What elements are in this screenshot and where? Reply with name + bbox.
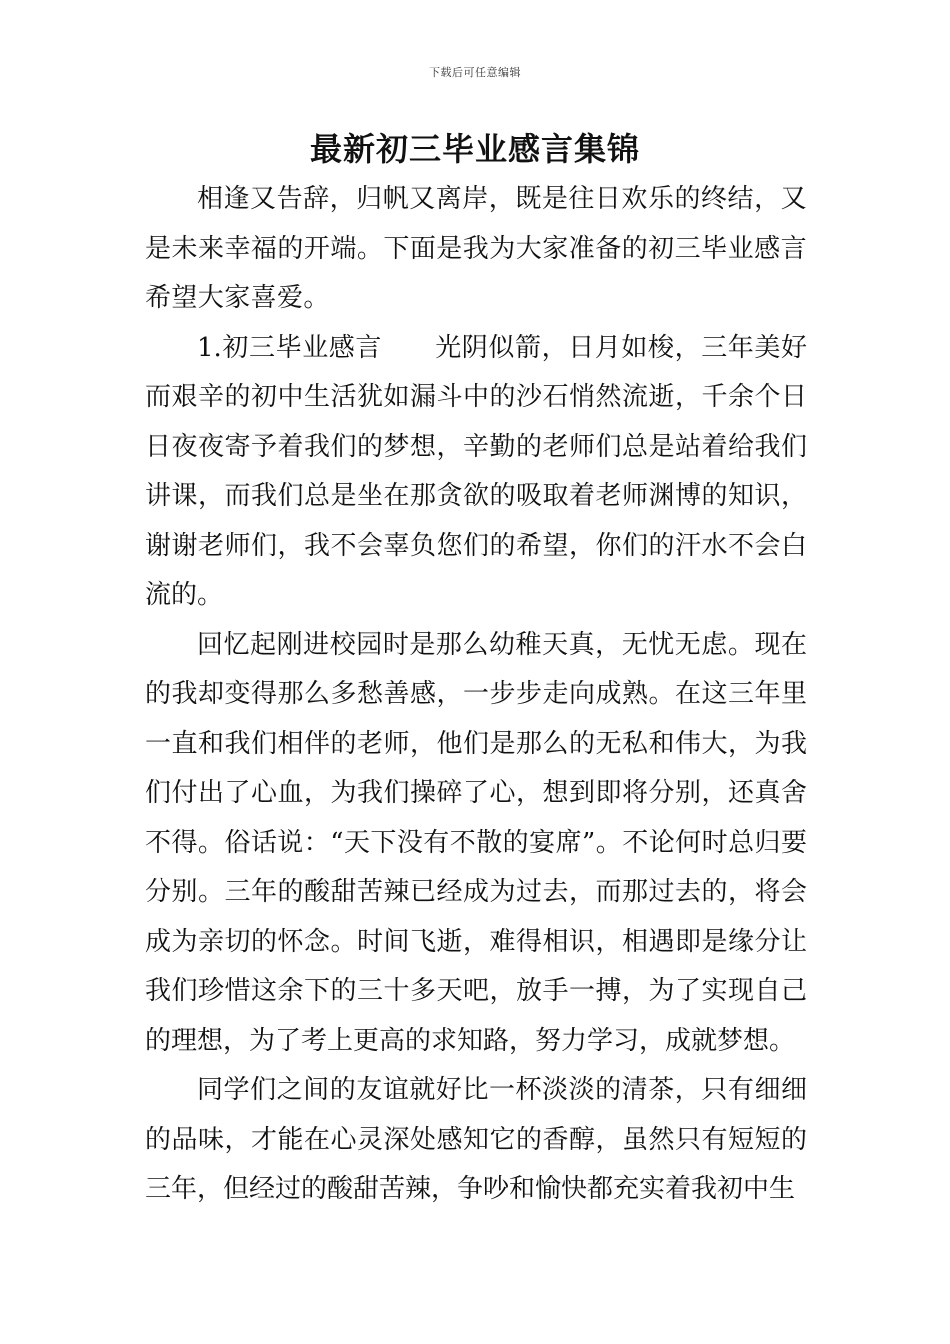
document-title: 最新初三毕业感言集锦 xyxy=(309,130,640,168)
header-note: 下载后可任意编辑 xyxy=(429,66,521,79)
paragraph-memories: 回忆起刚进校园时是那么幼稚天真，无忧无虑。现在的我却变得那么多愁善感，一步步走向成熟。在这三年里一直和我们相伴的老师，他们是那么的无私和伟大，为我们付出了心血，为我们操碎了心，想到即将分别，还真舍不得。俗话说：“天下没有不散的宴席”。不论何时总归要分别。三年的酸甜苦辣已经成为过去，而那过去的，将会成为亲切的怀念。时间飞逝，难得相识，相遇即是缘分让我们珍惜这余下的三十多天吧，放手一搏，为了实现自己的理想，为了考上更高的求知路，努力学习，成就梦想。 xyxy=(145,629,807,1056)
document-body xyxy=(145,175,807,1215)
paragraph-intro: 相逢又告辞，归帆又离岸，既是往日欢乐的终结，又是未来幸福的开端。下面是我为大家准备的初三毕业感言希望大家喜爱。 xyxy=(145,184,807,313)
paragraph-friendship: 同学们之间的友谊就好比一杯淡淡的清茶，只有细细的品味，才能在心灵深处感知它的香醇，虽然只有短短的三年，但经过的酸甜苦辣，争吵和愉快都充实着我初中生 xyxy=(145,1075,807,1204)
paragraph-section-1: 1.初三毕业感言 光阴似箭，日月如梭，三年美好而艰辛的初中生活犹如漏斗中的沙石悄然流逝，千余个日日夜夜寄予着我们的梦想，辛勤的老师们总是站着给我们讲课，而我们总是坐在那贪欲的吸取着老师渊博的知识，谢谢老师们，我不会辜负您们的希望，你们的汗水不会白流的。 xyxy=(145,332,807,610)
